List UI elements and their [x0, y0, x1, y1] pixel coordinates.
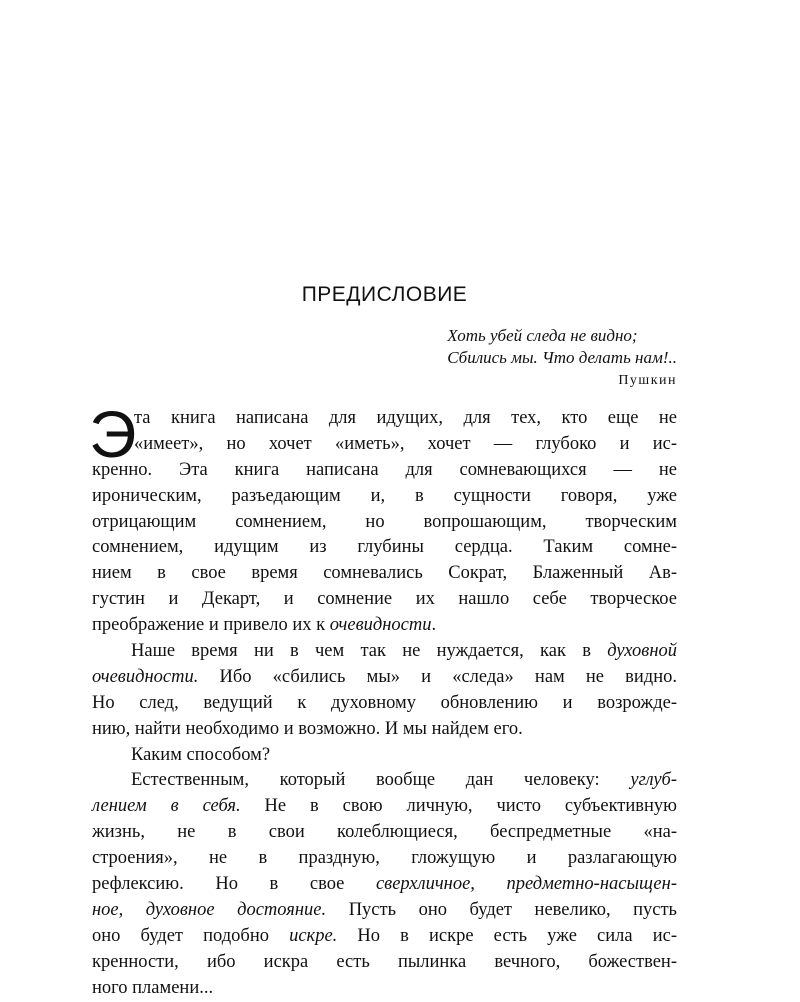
epigraph-line: Хоть убей следа не видно;	[447, 326, 638, 345]
epigraph-author: Пушкин	[618, 373, 677, 388]
text-run: Но в искре есть уже сила ис-	[337, 925, 677, 946]
text-line	[92, 510, 677, 536]
drop-cap: Э	[89, 397, 137, 471]
text-run: .	[431, 615, 437, 636]
text-run: ироническим, разъедающим и, в сущности говоря, уже	[92, 485, 677, 506]
text-line	[92, 406, 677, 432]
text-line	[92, 898, 677, 924]
text-run: рефлексию. Но в свое	[92, 874, 376, 895]
text-line	[92, 613, 677, 639]
text-line	[92, 924, 677, 950]
text-line	[92, 587, 677, 613]
text-run: Пусть оно будет невелико, пусть	[326, 899, 677, 920]
body-text	[89, 397, 678, 1001]
text-run: «имеет», но хочет «иметь», хочет — глубоко и ис-	[134, 433, 677, 454]
italic-text: очевидности	[329, 615, 432, 636]
text-run: Естественным, который вообще дан человеку:	[131, 770, 631, 791]
text-line	[92, 535, 677, 561]
text-line	[92, 950, 677, 976]
text-run: нию, найти необходимо и возможно. И мы найдем его.	[92, 718, 523, 739]
epigraph-line: Сбились мы. Что делать нам!..	[447, 348, 677, 367]
text-run: кренно. Эта книга написана для сомневающихся — не	[92, 459, 677, 480]
text-run: оно будет подобно	[92, 925, 290, 946]
text-line	[92, 432, 677, 458]
text-line	[92, 665, 677, 691]
text-run: жизнь, не в свои колеблющиеся, беспредметные «на-	[92, 822, 677, 843]
italic-text: искре.	[289, 925, 338, 946]
italic-text: углуб-	[630, 770, 677, 791]
text-run: отрицающим сомнением, но вопрошающим, творческим	[92, 511, 677, 532]
text-line	[92, 768, 677, 794]
text-line	[92, 691, 677, 717]
book-page	[89, 0, 678, 1000]
text-run: строения», не в праздную, гложущую и разлагающую	[92, 848, 677, 869]
text-line	[92, 743, 677, 769]
text-run: Каким способом?	[131, 744, 271, 765]
text-run: Не в свою личную, чисто субъективную	[240, 796, 678, 817]
text-line	[92, 717, 677, 743]
text-line	[92, 639, 677, 665]
text-line	[92, 872, 677, 898]
italic-text: духовной	[607, 641, 677, 662]
italic-text: сверхличное, предметно-насыщен-	[375, 874, 677, 895]
text-run: Но след, ведущий к духовному обновлению и возрожде-	[92, 692, 677, 713]
text-line	[92, 561, 677, 587]
text-run: сомнением, идущим из глубины сердца. Таким сомне-	[92, 537, 677, 558]
text-line	[92, 846, 677, 872]
text-run: густин и Декарт, и сомнение их нашло себе творческое	[92, 589, 677, 610]
text-line	[92, 820, 677, 846]
epigraph	[447, 325, 677, 392]
text-line	[92, 976, 677, 1002]
italic-text: лением в себя.	[92, 796, 241, 817]
text-line	[92, 794, 677, 820]
text-run: та книга написана для идущих, для тех, кто еще не	[134, 408, 677, 428]
text-run: кренности, ибо искра есть пылинка вечного, божествен-	[92, 951, 677, 972]
text-run: Ибо «сбились мы» и «следа» нам не видно.	[198, 666, 677, 687]
text-run: ного пламени...	[92, 977, 214, 998]
text-run: нием в свое время сомневались Сократ, Блаженный Ав-	[92, 563, 677, 584]
text-line	[92, 458, 677, 484]
text-run: Наше время ни в чем так не нуждается, как в	[131, 641, 608, 662]
text-line	[92, 484, 677, 510]
page-title: ПРЕДИСЛОВИЕ	[301, 283, 468, 306]
italic-text: ное, духовное достояние.	[92, 899, 327, 920]
italic-text: очевидности.	[92, 666, 199, 687]
text-run: преображение и привело их к	[92, 615, 330, 636]
